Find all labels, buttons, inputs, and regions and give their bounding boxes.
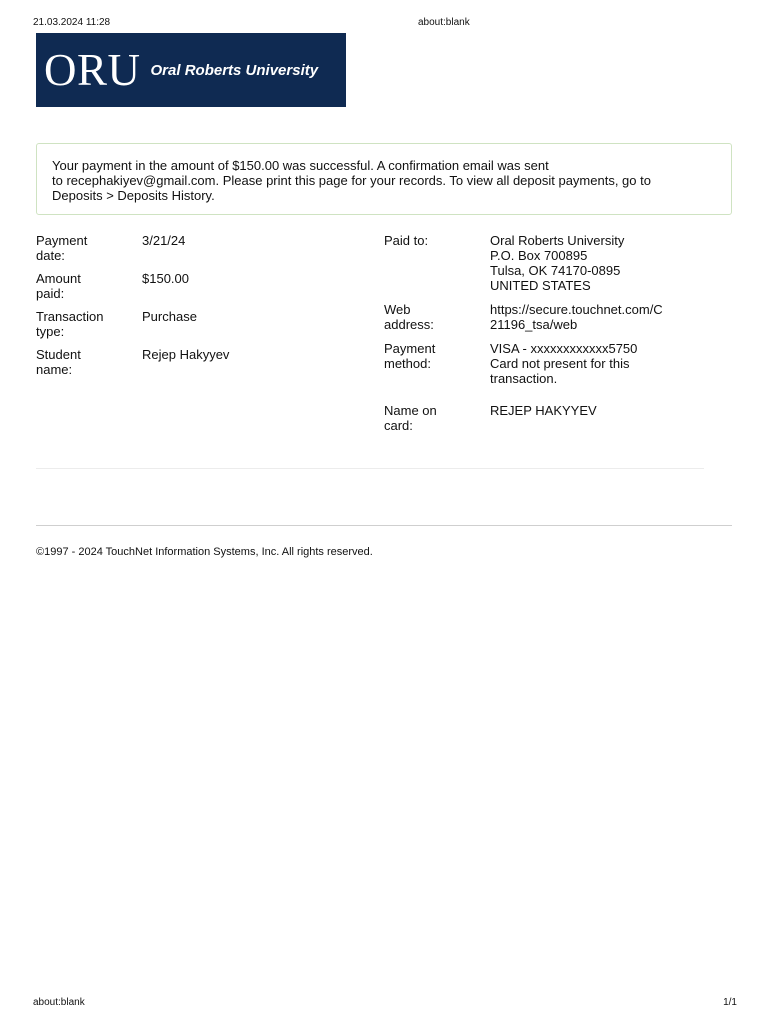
copyright: ©1997 - 2024 TouchNet Information Systems, Inc. All rights reserved. — [36, 546, 373, 558]
payment-method-row — [384, 341, 714, 386]
logo-mark: ORU — [44, 44, 141, 95]
student-name-row — [36, 347, 336, 377]
payment-method-value: VISA - xxxxxxxxxxxx5750 Card not present for this transaction. — [490, 341, 638, 386]
payment-details-right — [384, 233, 714, 442]
student-name-label: Student name: — [36, 347, 81, 377]
payment-date-label: Payment date: — [36, 233, 88, 263]
notice-line: Your payment in the amount of $150.00 was successful. A confirmation email was sent — [52, 158, 549, 173]
print-footer-url: about:blank — [33, 997, 85, 1008]
payment-method-label: Payment method: — [384, 341, 436, 371]
payment-date-value: 3/21/24 — [142, 233, 186, 248]
paid-to-value: Oral Roberts University P.O. Box 700895 Tulsa, OK 74170-0895 UNITED STATES — [490, 233, 625, 293]
amount-paid-label: Amount paid: — [36, 271, 81, 301]
web-address-value: https://secure.touchnet.com/C 21196_tsa/web — [490, 302, 663, 332]
print-date: 21.03.2024 11:28 — [33, 17, 111, 28]
paid-to-label: Paid to: — [384, 233, 429, 248]
print-page-number: 1/1 — [723, 997, 737, 1008]
notice-line: Deposits > Deposits History. — [52, 188, 215, 203]
logo-name: Oral Roberts University — [150, 61, 319, 79]
web-address-label: Web address: — [384, 302, 434, 332]
student-name-value: Rejep Hakyyev — [142, 347, 230, 362]
paid-to-row — [384, 233, 714, 293]
amount-paid-row — [36, 271, 336, 301]
oru-logo — [36, 33, 346, 107]
amount-paid-value: $150.00 — [142, 271, 189, 286]
notice-line: to recephakiyev@gmail.com. Please print this page for your records. To view all deposit payments, go to — [52, 173, 651, 188]
print-url: about:blank — [418, 17, 470, 28]
web-address-row — [384, 302, 714, 332]
transaction-type-row — [36, 309, 336, 339]
transaction-type-value: Purchase — [142, 309, 197, 324]
payment-details-left — [36, 233, 336, 385]
divider — [36, 468, 704, 469]
name-on-card-row — [384, 403, 714, 433]
transaction-type-label: Transaction type: — [36, 309, 104, 339]
payment-date-row — [36, 233, 336, 263]
name-on-card-value: REJEP HAKYYEV — [490, 403, 597, 418]
footer-divider — [36, 525, 732, 526]
payment-success-notice — [36, 143, 732, 215]
name-on-card-label: Name on card: — [384, 403, 437, 433]
